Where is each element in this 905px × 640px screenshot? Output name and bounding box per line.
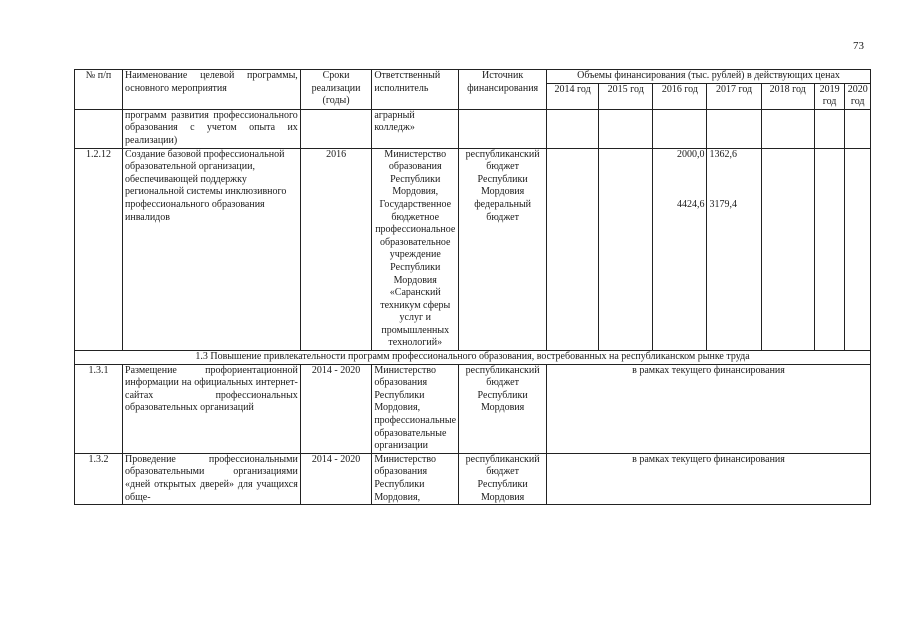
value-2017-federal: 3179,4	[709, 198, 737, 210]
value-2016-cell	[653, 148, 707, 351]
executor-cell: Министерство образования Республики Мордовия, Государственное бюджетное профессиональное образовательное учреждение Республики Мордовия «Саранский техникум сферы услуг и промышленных технологий»	[372, 148, 459, 351]
term-cell: 2016	[300, 148, 372, 351]
funding-cell: в рамках текущего финансирования	[547, 364, 871, 453]
section-title: 1.3 Повышение привлекательности программ профессионального образования, востребованных на республиканском рынке труда	[75, 351, 871, 365]
executor-cell: Министерство образования Республики Мордовия, профессиональные образовательные организации	[372, 364, 459, 453]
header-number: № п/п	[75, 70, 123, 110]
section-row	[75, 351, 871, 365]
header-executor: Ответственный исполнитель	[372, 70, 459, 110]
header-year: 2018 год	[761, 83, 814, 109]
header-name: Наименование целевой программы, основного мероприятия	[123, 70, 301, 110]
value-2017-regional: 1362,6	[709, 148, 737, 160]
source-cell: республиканский бюджет Республики Мордовия	[459, 453, 547, 504]
header-year: 2014 год	[547, 83, 599, 109]
name-cell: Создание базовой профессиональной образовательной организации, обеспечивающей поддержку региональной системы инклюзивного профессионального образования инвалидов	[123, 148, 301, 351]
name-cell: программ развития профессионального образования с учетом опыта их реализации)	[123, 109, 301, 148]
source-federal-budget: федеральный бюджет	[474, 198, 532, 223]
executor-cell: Министерство образования Республики Мордовия,	[372, 453, 459, 504]
header-year: 2019 год	[814, 83, 845, 109]
number-cell: 1.2.12	[75, 148, 123, 351]
table-row	[75, 453, 871, 504]
name-cell: Размещение профориентационной информации на официальных интернет-сайтах профессиональных образовательных организаций	[123, 364, 301, 453]
funding-cell: в рамках текущего финансирования	[547, 453, 871, 504]
header-year: 2020 год	[845, 83, 871, 109]
financing-table	[74, 69, 871, 505]
number-cell: 1.3.1	[75, 364, 123, 453]
source-cell: республиканский бюджет Республики Мордовия	[459, 364, 547, 453]
value-2016-regional: 2000,0	[676, 148, 705, 160]
header-year: 2015 год	[599, 83, 653, 109]
table-header-row	[75, 70, 871, 84]
table-row	[75, 364, 871, 453]
header-year: 2017 год	[707, 83, 761, 109]
page-number: 73	[853, 40, 864, 52]
header-funding: Объемы финансирования (тыс. рублей) в действующих ценах	[547, 70, 871, 84]
source-cell	[459, 148, 547, 351]
table-row	[75, 148, 871, 351]
term-cell: 2014 - 2020	[300, 364, 372, 453]
header-source: Источник финансирования	[459, 70, 547, 110]
number-cell: 1.3.2	[75, 453, 123, 504]
table-row	[75, 109, 871, 148]
value-2016-federal: 4424,6	[676, 198, 705, 210]
executor-cell: аграрный колледж»	[372, 109, 459, 148]
source-regional-budget: республиканский бюджет Республики Мордовия	[465, 148, 540, 198]
value-2017-cell	[707, 148, 761, 351]
name-cell: Проведение профессиональными образовательными организациями «дней открытых дверей» для учащихся обще-	[123, 453, 301, 504]
header-year: 2016 год	[653, 83, 707, 109]
term-cell: 2014 - 2020	[300, 453, 372, 504]
header-term: Сроки реализации (годы)	[300, 70, 372, 110]
